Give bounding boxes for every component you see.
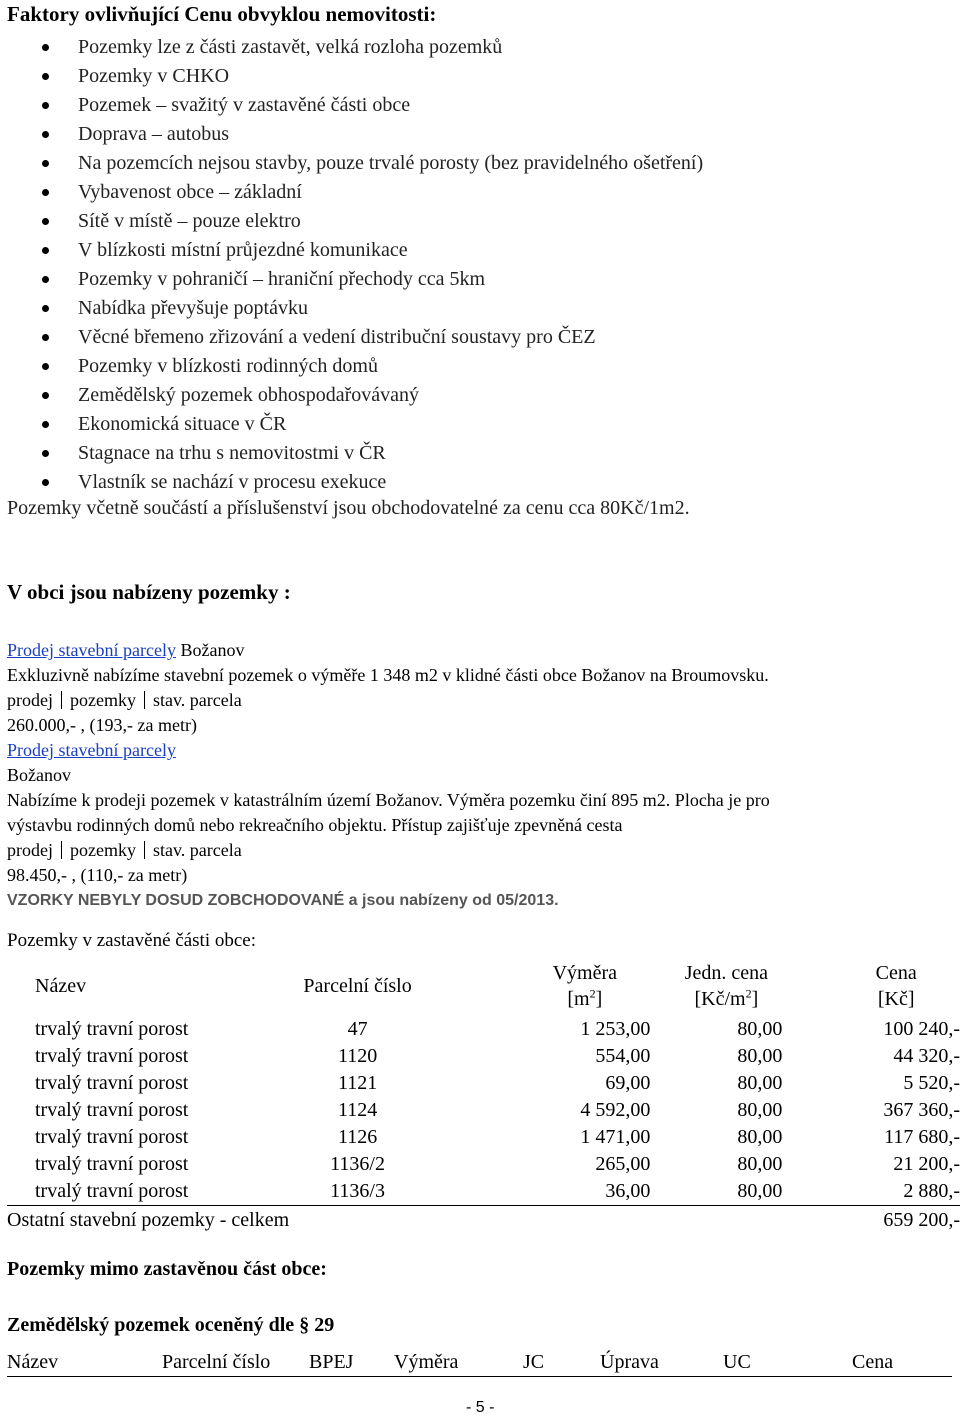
list-item: Zemědělský pozemek obhospodařovávaný bbox=[0, 381, 703, 410]
offer1-heading: Prodej stavební parcely Božanov bbox=[7, 640, 245, 660]
list-item: Ekonomická situace v ČR bbox=[0, 410, 703, 439]
bullet-icon bbox=[42, 73, 49, 80]
bullet-icon bbox=[42, 305, 49, 312]
header-price: Cena [Kč] bbox=[875, 962, 917, 1010]
header-name: Název bbox=[35, 975, 87, 997]
list-item: Pozemky lze z části zastavět, velká rozloha pozemků bbox=[0, 33, 703, 62]
list-item: V blízkosti místní průjezdné komunikace bbox=[0, 236, 703, 265]
agri-header-area: Výměra bbox=[394, 1351, 459, 1373]
agri-header-name: Název bbox=[7, 1351, 59, 1373]
table-row: trvalý travní porost 1136/3 36,00 80,00 2 880,- bbox=[35, 1180, 960, 1202]
conclusion-text: Pozemky včetně součástí a příslušenství jsou obchodovatelné za cenu cca 80Kč/1m2. bbox=[7, 497, 690, 519]
offer2-description-2: výstavbu rodinných domů nebo rekreačního objektu. Přístup zajišťuje zpevněná cesta bbox=[7, 815, 623, 835]
bullet-icon bbox=[42, 392, 49, 399]
offers-title: V obci jsou nabízeny pozemky : bbox=[7, 580, 291, 604]
separator bbox=[61, 691, 62, 709]
list-item: Pozemky v CHKO bbox=[0, 62, 703, 91]
offer1-link[interactable]: Prodej stavební parcely bbox=[7, 640, 176, 660]
list-item: Nabídka převyšuje poptávku bbox=[0, 294, 703, 323]
factors-title: Faktory ovlivňující Cenu obvyklou nemovitosti: bbox=[7, 2, 437, 26]
bullet-icon bbox=[42, 450, 49, 457]
bullet-icon bbox=[42, 218, 49, 225]
offer2-place: Božanov bbox=[7, 765, 71, 785]
table-row: trvalý travní porost 1126 1 471,00 80,00 117 680,- bbox=[35, 1126, 960, 1148]
agri-header-adjust: Úprava bbox=[600, 1351, 659, 1373]
list-item: Pozemky v blízkosti rodinných domů bbox=[0, 352, 703, 381]
separator bbox=[144, 841, 145, 859]
list-item: Pozemek – svažitý v zastavěné části obce bbox=[0, 91, 703, 120]
page-number: - 5 - bbox=[466, 1399, 495, 1416]
offer1-description: Exkluzivně nabízíme stavební pozemek o výměře 1 348 m2 v klidné části obce Božanov na Broumovsku. bbox=[7, 665, 769, 685]
bullet-icon bbox=[42, 334, 49, 341]
bullet-icon bbox=[42, 363, 49, 370]
offer2-description-1: Nabízíme k prodeji pozemek v katastrálním území Božanov. Výměra pozemku činí 895 m2. Plocha je pro bbox=[7, 790, 770, 810]
offer1-tags: prodej pozemky stav. parcela bbox=[7, 690, 242, 710]
list-item: Sítě v místě – pouze elektro bbox=[0, 207, 703, 236]
list-item: Stagnace na trhu s nemovitostmi v ČR bbox=[0, 439, 703, 468]
header-area: Výměra $[m^2]$ bbox=[552, 962, 618, 1010]
bullet-icon bbox=[42, 160, 49, 167]
bullet-icon bbox=[42, 189, 49, 196]
bullet-icon bbox=[42, 247, 49, 254]
list-item: Doprava – autobus bbox=[0, 120, 703, 149]
offers-section bbox=[7, 638, 770, 913]
bullet-icon bbox=[42, 276, 49, 283]
list-item: Věcné břemeno zřizování a vedení distribuční soustavy pro ČEZ bbox=[0, 323, 703, 352]
agri-header-bpej: BPEJ bbox=[309, 1351, 354, 1373]
bullet-icon bbox=[42, 102, 49, 109]
agri-header-uc: UC bbox=[723, 1351, 751, 1373]
parcels-table bbox=[7, 956, 960, 1235]
agri-table-header bbox=[7, 1348, 952, 1377]
offer2-link[interactable]: Prodej stavební parcely bbox=[7, 740, 176, 760]
total-value: 659 200,- bbox=[782, 1206, 960, 1236]
table-header-row bbox=[7, 956, 960, 1016]
bullet-icon bbox=[42, 131, 49, 138]
bullet-icon bbox=[42, 479, 49, 486]
agri-title: Zemědělský pozemek oceněný dle § 29 bbox=[7, 1314, 335, 1336]
table-row: trvalý travní porost 1120 554,00 80,00 44 320,- bbox=[35, 1045, 960, 1067]
agri-header-parcel: Parcelní číslo bbox=[162, 1351, 271, 1373]
offer2-price: 98.450,- , (110,- za metr) bbox=[7, 865, 188, 885]
agri-header-price: Cena bbox=[852, 1351, 894, 1373]
table-row: trvalý travní porost 1124 4 592,00 80,00 367 360,- bbox=[35, 1099, 960, 1121]
header-unit-price: Jedn. cena $[Kč/m^2]$ bbox=[684, 962, 769, 1010]
list-item: Vlastník se nachází v procesu exekuce bbox=[0, 468, 703, 497]
factors-list bbox=[0, 33, 703, 497]
separator bbox=[144, 691, 145, 709]
bullet-icon bbox=[42, 44, 49, 51]
list-item: Na pozemcích nejsou stavby, pouze trvalé porosty (bez pravidelného ošetření) bbox=[0, 149, 703, 178]
separator bbox=[61, 841, 62, 859]
table-row: trvalý travní porost 1121 69,00 80,00 5 520,- bbox=[35, 1072, 960, 1094]
list-item: Vybavenost obce – základní bbox=[0, 178, 703, 207]
agri-header-jc: JC bbox=[523, 1351, 545, 1373]
offer2-tags: prodej pozemky stav. parcela bbox=[7, 840, 242, 860]
table-total-row bbox=[7, 1206, 960, 1236]
offer1-price: 260.000,- , (193,- za metr) bbox=[7, 715, 197, 735]
warning-text: VZORKY NEBYLY DOSUD ZOBCHODOVANÉ a jsou nabízeny od 05/2013. bbox=[7, 892, 559, 909]
bullet-icon bbox=[42, 421, 49, 428]
outside-title: Pozemky mimo zastavěnou část obce: bbox=[7, 1258, 327, 1280]
offer2-heading bbox=[7, 738, 770, 763]
table-row: trvalý travní porost 1136/2 265,00 80,00 21 200,- bbox=[35, 1153, 960, 1175]
list-item: Pozemky v pohraničí – hraniční přechody cca 5km bbox=[0, 265, 703, 294]
total-label: Ostatní stavební pozemky - celkem bbox=[7, 1206, 782, 1236]
intra-title: Pozemky v zastavěné části obce: bbox=[7, 930, 257, 951]
table-row: trvalý travní porost 47 1 253,00 80,00 100 240,- bbox=[35, 1018, 960, 1040]
header-parcel: Parcelní číslo bbox=[303, 975, 412, 997]
